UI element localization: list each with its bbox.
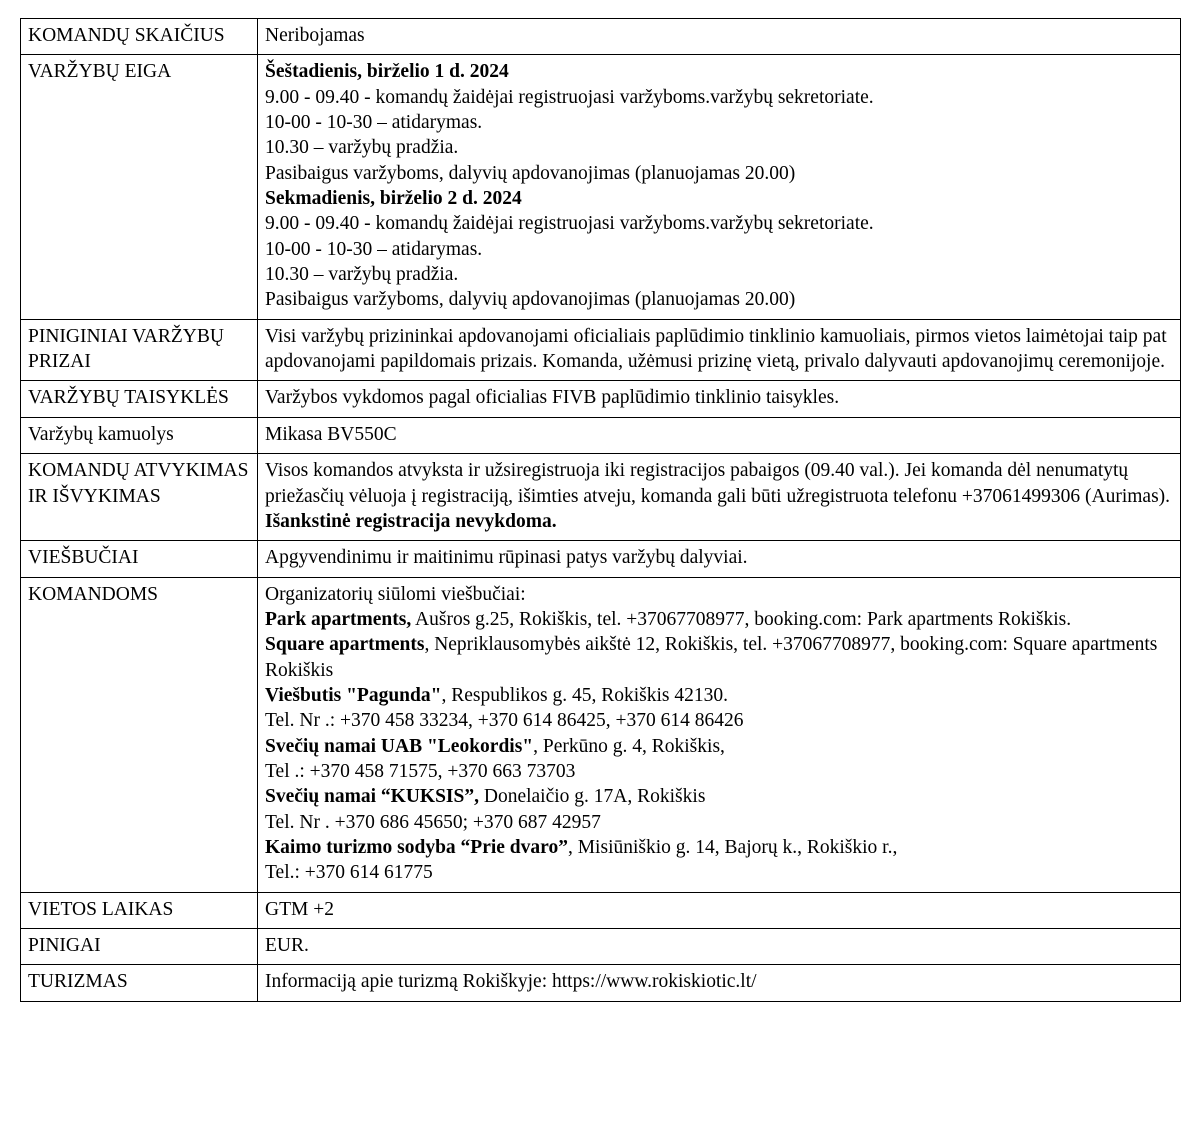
value-line-text: Mikasa BV550C [265,423,397,445]
value-line-text: 9.00 - 09.40 - komandų žaidėjai registruojasi varžyboms.varžybų sekretoriate. [265,213,874,235]
value-line [265,607,1173,632]
value-line [265,324,1173,375]
row-value [258,19,1181,55]
value-line-text: Neribojamas [265,25,365,46]
value-line-text: 10-00 - 10-30 – atidarymas. [265,112,483,134]
value-line-text: Apgyvendinimu ir maitinimu rūpinasi patys varžybų dalyviai. [265,547,748,569]
value-line-text: , Misiūniškio g. 14, Bajorų k., Rokiškio r., [567,836,898,858]
value-line [265,784,1173,809]
value-line [265,810,1173,835]
value-line [265,85,1173,110]
value-line [265,759,1173,784]
value-line [265,835,1173,860]
row-label: PINIGINIAI VARŽYBŲ PRIZAI [21,319,258,381]
value-line-text: , Nepriklausomybės aikštė 12, Rokiškis, tel. +37067708977, booking.com: Square apartments Rokiškis [265,634,1158,681]
value-line [265,683,1173,708]
table-row [21,19,1181,55]
value-line [265,969,1173,994]
table-row [21,541,1181,577]
row-label: Varžybų kamuolys [21,417,258,453]
table-row [21,55,1181,319]
value-line-text: Donelaičio g. 17A, Rokiškis [479,786,706,808]
table-body [21,19,1181,1002]
value-line-bold-head: Svečių namai “KUKSIS”, [265,786,479,808]
row-value [258,577,1181,892]
table-row [21,965,1181,1001]
value-line-text: Informaciją apie turizmą Rokiškyje: https://www.rokiskiotic.lt/ [265,971,757,993]
value-line [265,161,1173,186]
value-line-text: Tel. Nr .: +370 458 33234, +370 614 86425, +370 614 86426 [265,710,744,732]
row-value [258,55,1181,319]
value-line [265,23,1173,48]
value-line [265,110,1173,135]
row-label: VARŽYBŲ EIGA [21,55,258,319]
row-value [258,319,1181,381]
table-row [21,454,1181,541]
value-line-text: 10-00 - 10-30 – atidarymas. [265,238,483,260]
value-line [265,186,1173,211]
value-line-bold-head: Square apartments [265,634,425,656]
value-line-bold-head: Svečių namai UAB "Leokordis" [265,735,534,757]
value-line [265,582,1173,607]
row-label: VARŽYBŲ TAISYKLĖS [21,381,258,417]
value-line-text: Visos komandos atvyksta ir užsiregistruoja iki registracijos pabaigos (09.40 val.). Jei komanda dėl nenumatytų priežasčių vėluoja į registraciją, išimties atveju, komanda gali būti užregistruota telefonu +37061499306 (Aurimas). [265,460,1171,507]
value-line-text: Varžybos vykdomos pagal oficialias FIVB paplūdimio tinklinio taisykles. [265,387,840,409]
row-value [258,381,1181,417]
value-line-text: 10.30 – varžybų pradžia. [265,264,459,286]
value-line-text: Aušros g.25, Rokiškis, tel. +37067708977, booking.com: Park apartments Rokiškis. [411,608,1072,630]
row-value [258,965,1181,1001]
table-row [21,319,1181,381]
value-line [265,734,1173,759]
value-line-bold-head: Viešbutis "Pagunda" [265,684,442,706]
row-value [258,892,1181,928]
value-line-text: , Respublikos g. 45, Rokiškis 42130. [441,684,729,706]
value-line [265,933,1173,958]
table-row [21,892,1181,928]
value-line [265,860,1173,885]
value-line [265,135,1173,160]
value-line-text: GTM +2 [265,898,334,920]
value-line-text: Tel .: +370 458 71575, +370 663 73703 [265,760,576,782]
row-value [258,541,1181,577]
value-line-text: Tel.: +370 614 61775 [265,862,433,884]
value-line [265,897,1173,922]
row-label: KOMANDŲ ATVYKIMAS IR IŠVYKIMAS [21,454,258,541]
value-line-text: Organizatorių siūlomi viešbučiai: [265,583,526,605]
value-line [265,262,1173,287]
value-line-text: 10.30 – varžybų pradžia. [265,137,459,159]
value-line [265,545,1173,570]
table-row [21,381,1181,417]
table-row [21,929,1181,965]
table-row [21,417,1181,453]
competition-info-table [20,18,1181,1002]
value-line-text: Visi varžybų prizininkai apdovanojami oficialiais paplūdimio tinklinio kamuoliais, pirmos vietos laimėtojai taip pat apdovanojami papildomais prizais. Komanda, užėmusi prizinę vietą, privalo dalyvauti apdovanojimų ceremonijoje. [265,325,1167,373]
row-value [258,929,1181,965]
row-value [258,417,1181,453]
value-line-text: Šeštadienis, birželio 1 d. 2024 [265,61,509,83]
value-line [265,59,1173,84]
row-label: VIEŠBUČIAI [21,541,258,577]
row-label: KOMANDŲ SKAIČIUS [21,19,258,55]
value-line-text: Sekmadienis, birželio 2 d. 2024 [265,188,522,210]
row-value [258,454,1181,541]
row-label: TURIZMAS [21,965,258,1001]
value-line-text: Pasibaigus varžyboms, dalyvių apdovanojimas (planuojamas 20.00) [265,289,796,311]
value-line-text: , Perkūno g. 4, Rokiškis, [533,735,725,757]
value-line [265,385,1173,410]
value-line-bold-head: Park apartments, [265,608,412,630]
value-line [265,237,1173,262]
value-line-text: EUR. [265,935,309,956]
value-line [265,287,1173,312]
value-line [265,211,1173,236]
value-line-text: Pasibaigus varžyboms, dalyvių apdovanojimas (planuojamas 20.00) [265,162,796,184]
value-line [265,632,1173,683]
row-label: PINIGAI [21,929,258,965]
value-line-bold-tail: Išankstinė registracija nevykdoma. [265,510,557,532]
value-line [265,422,1173,447]
value-line [265,708,1173,733]
value-line-text: 9.00 - 09.40 - komandų žaidėjai registruojasi varžyboms.varžybų sekretoriate. [265,86,874,108]
table-row [21,577,1181,892]
row-label: VIETOS LAIKAS [21,892,258,928]
row-label: KOMANDOMS [21,577,258,892]
value-line-bold-head: Kaimo turizmo sodyba “Prie dvaro” [265,836,568,858]
value-line-text: Tel. Nr . +370 686 45650; +370 687 42957 [265,811,601,833]
value-line [265,458,1173,534]
